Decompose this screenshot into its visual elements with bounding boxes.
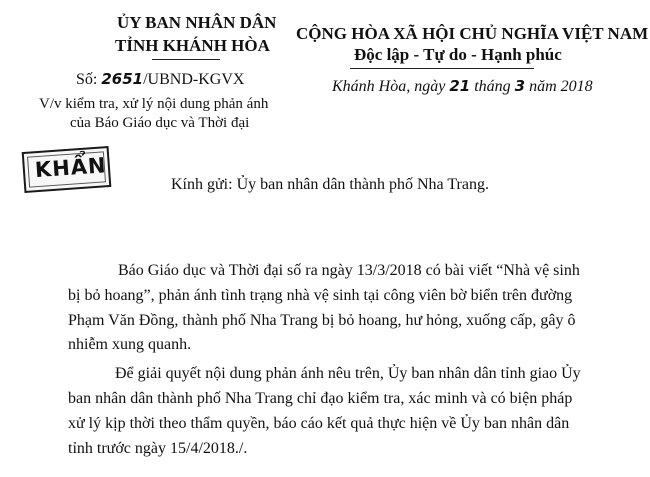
subject-line-1: V/v kiểm tra, xử lý nội dung phản ánh	[39, 96, 269, 112]
document-number-prefix: Số:	[76, 71, 98, 88]
body-para2-line4: tỉnh trước ngày 15/4/2018./.	[68, 440, 248, 457]
header-left-underline	[152, 59, 220, 60]
body-para1-line1: Báo Giáo dục và Thời đại số ra ngày 13/3/2018 có bài viết “Nhà vệ sinh	[118, 262, 580, 279]
body-para2-line2: ban nhân dân thành phố Nha Trang chỉ đạo kiểm tra, xác minh và có biện pháp	[68, 390, 573, 407]
motto-underline	[350, 68, 534, 69]
document-number-suffix: /UBND-KGVX	[143, 71, 245, 88]
urgent-stamp-text: KHẨN	[34, 153, 108, 183]
body-para1-line2: bị bỏ hoang”, phản ánh tình trạng nhà vệ sinh tại công viên bờ biển trên đường	[68, 287, 573, 304]
urgent-stamp	[22, 146, 112, 193]
body-para1-line4: nhiễm xung quanh.	[68, 336, 192, 353]
document-number	[76, 70, 244, 89]
document-number-handwritten: 2651	[101, 70, 144, 88]
body-para2-line1: Để giải quyết nội dung phản ánh nêu trên, Ủy ban nhân dân tỉnh giao Ủy	[115, 365, 581, 382]
recipient-line: Kính gửi: Ủy ban nhân dân thành phố Nha Trang.	[171, 176, 489, 193]
national-title: CỘNG HÒA XÃ HỘI CHỦ NGHĨA VIỆT NAM	[296, 24, 649, 43]
national-motto: Độc lập - Tự do - Hạnh phúc	[354, 45, 562, 64]
date-month-label: tháng	[474, 78, 511, 95]
date-prefix: Khánh Hòa, ngày	[332, 78, 446, 95]
date-month-handwritten: 3	[514, 77, 526, 95]
issuing-authority: ỦY BAN NHÂN DÂN	[117, 13, 277, 32]
body-para2-line3: xử lý kịp thời theo thẩm quyền, báo cáo kết quả thực hiện về Ủy ban nhân dân	[68, 415, 570, 432]
date-year: năm 2018	[529, 78, 593, 95]
date-day-handwritten: 21	[449, 77, 471, 95]
body-para1-line3: Phạm Văn Đồng, thành phố Nha Trang bị bỏ hoang, hư hỏng, xuống cấp, gây ô	[68, 312, 576, 329]
document-date	[332, 77, 593, 96]
subject-line-2: của Báo Giáo dục và Thời đại	[70, 115, 250, 131]
issuing-province: TỈNH KHÁNH HÒA	[115, 36, 270, 55]
